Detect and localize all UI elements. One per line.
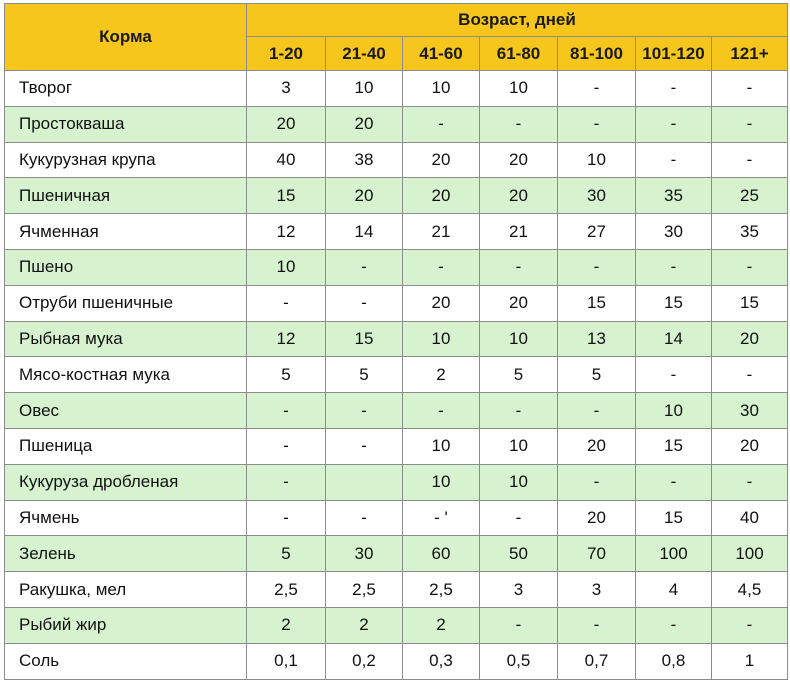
amount-cell: - [712,464,788,500]
feed-name-cell: Отруби пшеничные [5,285,247,321]
table-row [5,393,788,429]
amount-cell: 38 [326,142,403,178]
amount-cell: 15 [636,500,712,536]
amount-cell: 15 [326,321,403,357]
table-row [5,142,788,178]
amount-cell: - [247,464,326,500]
amount-cell: - [636,142,712,178]
amount-cell: - [326,428,403,464]
feed-name-cell: Пшено [5,249,247,285]
amount-cell: 0,7 [558,643,636,679]
feed-table [4,3,788,680]
table-row [5,428,788,464]
age-column-header: 81-100 [558,37,636,71]
amount-cell: 0,3 [403,643,480,679]
amount-cell: 10 [326,71,403,107]
feed-name-cell: Рыбная мука [5,321,247,357]
amount-cell: - [247,500,326,536]
amount-cell: 20 [558,428,636,464]
table-row [5,536,788,572]
amount-cell: 2,5 [403,572,480,608]
amount-cell: 5 [247,357,326,393]
feed-name-cell: Пшеница [5,428,247,464]
table-row [5,572,788,608]
amount-cell: 1 [712,643,788,679]
amount-cell: 10 [403,428,480,464]
amount-cell [326,464,403,500]
amount-cell: 30 [636,214,712,250]
amount-cell: - [480,106,558,142]
amount-cell: 35 [712,214,788,250]
amount-cell: 20 [712,321,788,357]
amount-cell: 2,5 [247,572,326,608]
amount-cell: 40 [712,500,788,536]
amount-cell: 2,5 [326,572,403,608]
age-column-header: 21-40 [326,37,403,71]
amount-cell: 70 [558,536,636,572]
amount-cell: 3 [558,572,636,608]
amount-cell: 0,5 [480,643,558,679]
amount-cell: 20 [558,500,636,536]
table-body [5,71,788,680]
feed-name-cell: Зелень [5,536,247,572]
feed-name-cell: Мясо-костная мука [5,357,247,393]
amount-cell: 20 [247,106,326,142]
amount-cell: - [636,464,712,500]
amount-cell: 20 [403,142,480,178]
age-column-header: 61-80 [480,37,558,71]
amount-cell: 2 [403,357,480,393]
feed-name-cell: Кукуруза дробленая [5,464,247,500]
amount-cell: - [480,500,558,536]
table-row [5,607,788,643]
amount-cell: 100 [636,536,712,572]
amount-cell: 13 [558,321,636,357]
table-row [5,285,788,321]
amount-cell: - [558,106,636,142]
amount-cell: 0,1 [247,643,326,679]
feed-name-cell: Рыбий жир [5,607,247,643]
amount-cell: 100 [712,536,788,572]
amount-cell: - [636,249,712,285]
amount-cell: 21 [403,214,480,250]
feed-name-cell: Творог [5,71,247,107]
table-row [5,214,788,250]
amount-cell: 2 [247,607,326,643]
amount-cell: - [636,106,712,142]
amount-cell: 5 [326,357,403,393]
amount-cell: - [712,142,788,178]
amount-cell: 4 [636,572,712,608]
amount-cell: 10 [247,249,326,285]
amount-cell: 10 [558,142,636,178]
amount-cell: - [480,607,558,643]
amount-cell: 5 [247,536,326,572]
amount-cell: 10 [403,71,480,107]
amount-cell: - [403,249,480,285]
amount-cell: 60 [403,536,480,572]
amount-cell: 10 [480,321,558,357]
amount-cell: 15 [712,285,788,321]
amount-cell: 14 [326,214,403,250]
feed-name-cell: Пшеничная [5,178,247,214]
amount-cell: 50 [480,536,558,572]
feed-name-cell: Соль [5,643,247,679]
amount-cell: 10 [480,428,558,464]
table-row [5,249,788,285]
amount-cell: 20 [712,428,788,464]
table-row [5,500,788,536]
amount-cell: 12 [247,214,326,250]
feed-column-header: Корма [5,4,247,71]
age-column-header: 41-60 [403,37,480,71]
age-column-header: 121+ [712,37,788,71]
amount-cell: 5 [480,357,558,393]
amount-cell: - [712,71,788,107]
table-row [5,106,788,142]
amount-cell: - [326,249,403,285]
amount-cell: 27 [558,214,636,250]
amount-cell: - [326,285,403,321]
amount-cell: - [712,249,788,285]
amount-cell: - [712,357,788,393]
feed-name-cell: Ячменная [5,214,247,250]
table-row [5,178,788,214]
amount-cell: 40 [247,142,326,178]
amount-cell: - [712,607,788,643]
amount-cell: 20 [480,285,558,321]
amount-cell: - [636,357,712,393]
amount-cell: 3 [480,572,558,608]
amount-cell: 15 [247,178,326,214]
amount-cell: 15 [636,285,712,321]
amount-cell: - [558,393,636,429]
table-row [5,71,788,107]
feed-name-cell: Овес [5,393,247,429]
amount-cell: 21 [480,214,558,250]
amount-cell: 30 [326,536,403,572]
amount-cell: 3 [247,71,326,107]
amount-cell: - [403,106,480,142]
amount-cell: - [247,285,326,321]
amount-cell: 2 [403,607,480,643]
amount-cell: - [326,393,403,429]
amount-cell: 15 [558,285,636,321]
amount-cell: 10 [636,393,712,429]
amount-cell: 30 [712,393,788,429]
amount-cell: 30 [558,178,636,214]
amount-cell: 20 [326,106,403,142]
amount-cell: 0,8 [636,643,712,679]
amount-cell: - [558,249,636,285]
amount-cell: - [247,393,326,429]
amount-cell: - [247,428,326,464]
amount-cell: 20 [480,142,558,178]
amount-cell: 12 [247,321,326,357]
amount-cell: - [712,106,788,142]
amount-cell: - ' [403,500,480,536]
age-group-header: Возраст, дней [247,4,788,37]
amount-cell: 20 [480,178,558,214]
amount-cell: - [636,607,712,643]
feed-name-cell: Простокваша [5,106,247,142]
amount-cell: 20 [326,178,403,214]
table-header [5,4,788,71]
amount-cell: 10 [403,464,480,500]
amount-cell: 25 [712,178,788,214]
amount-cell: 35 [636,178,712,214]
amount-cell: 10 [403,321,480,357]
amount-cell: - [326,500,403,536]
table-row [5,643,788,679]
amount-cell: 14 [636,321,712,357]
amount-cell: - [558,607,636,643]
table-row [5,321,788,357]
amount-cell: 15 [636,428,712,464]
amount-cell: - [480,393,558,429]
amount-cell: 20 [403,285,480,321]
feed-name-cell: Кукурузная крупа [5,142,247,178]
table-row [5,357,788,393]
table-row [5,464,788,500]
feed-name-cell: Ячмень [5,500,247,536]
amount-cell: - [636,71,712,107]
feed-name-cell: Ракушка, мел [5,572,247,608]
amount-cell: 5 [558,357,636,393]
amount-cell: 4,5 [712,572,788,608]
amount-cell: - [558,71,636,107]
amount-cell: - [558,464,636,500]
amount-cell: 2 [326,607,403,643]
amount-cell: 0,2 [326,643,403,679]
age-column-header: 1-20 [247,37,326,71]
amount-cell: 10 [480,71,558,107]
amount-cell: 10 [480,464,558,500]
amount-cell: - [480,249,558,285]
age-column-header: 101-120 [636,37,712,71]
amount-cell: 20 [403,178,480,214]
amount-cell: - [403,393,480,429]
